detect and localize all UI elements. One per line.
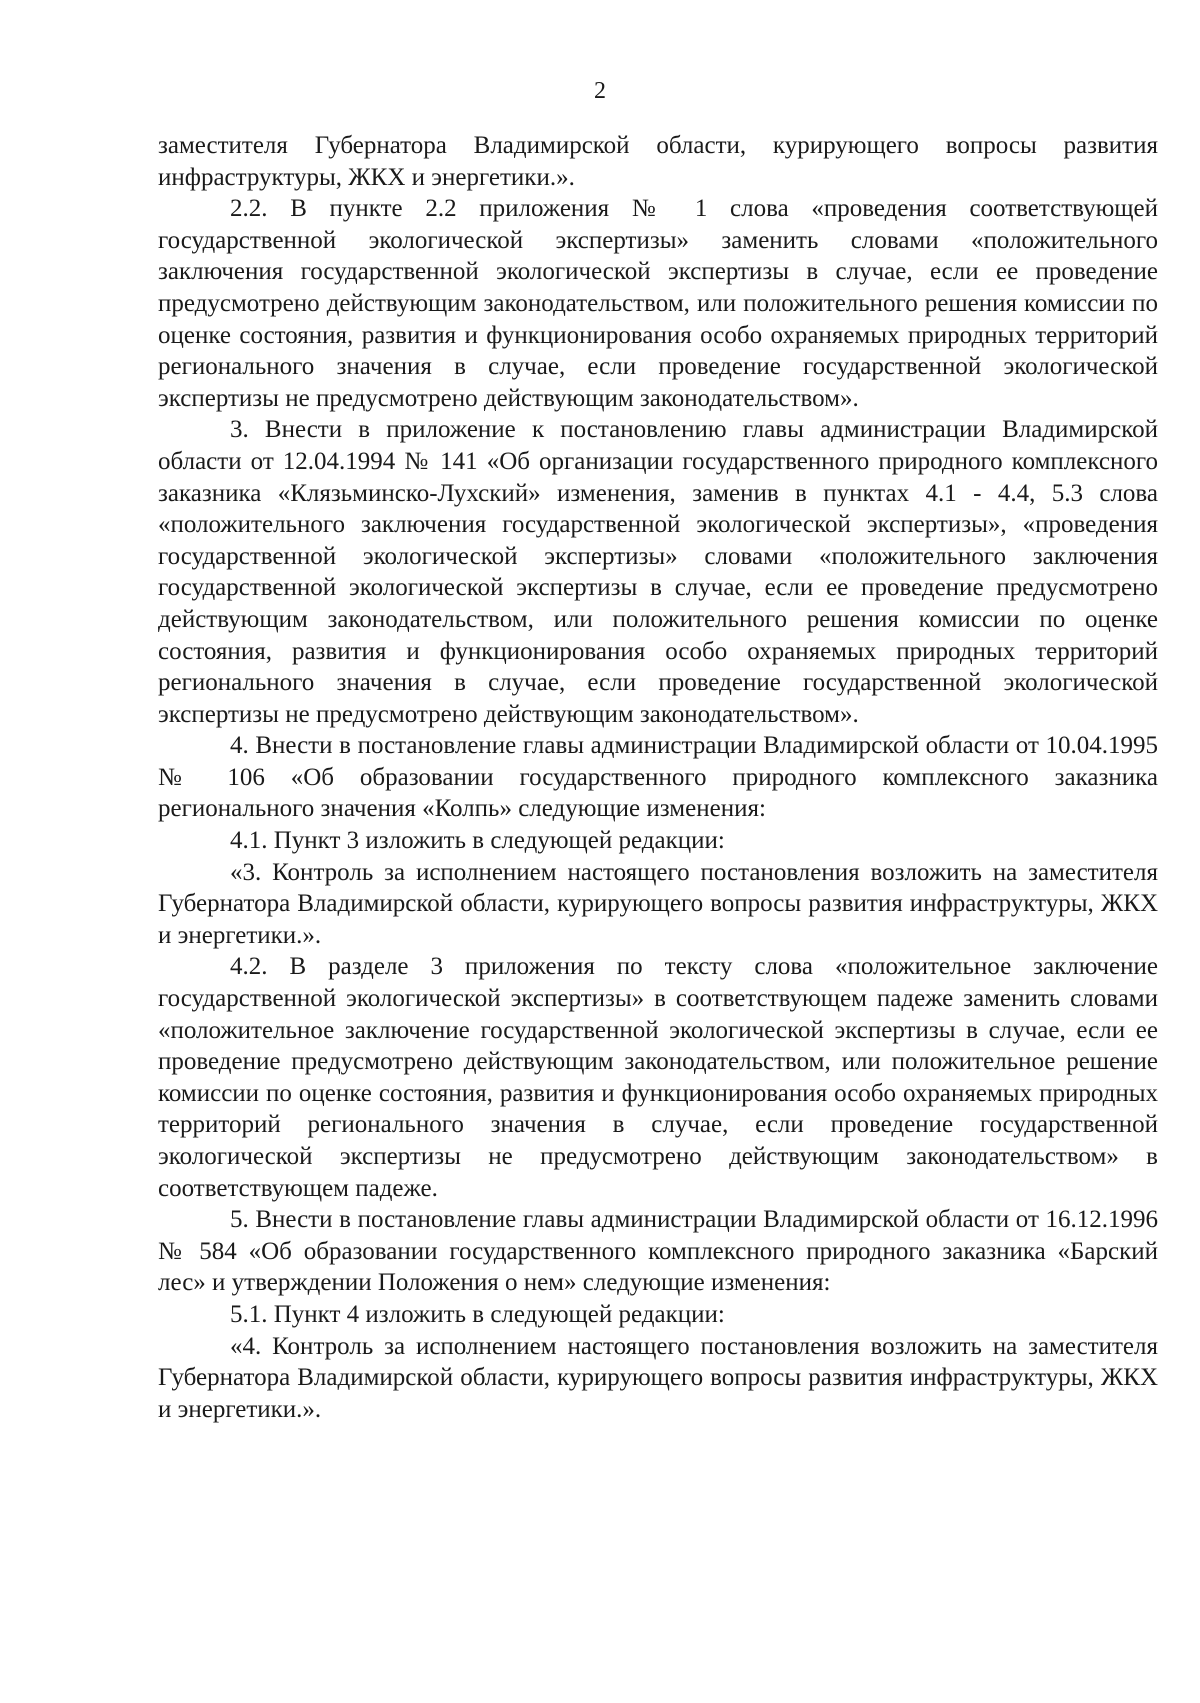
paragraph: 3. Внести в приложение к постановлению главы администрации Владимирской области от 12.04.1994 № 141 «Об организации государственного природного комплексного заказника «Клязьминско-Лухский» изменения, заменив в пунктах 4.1 - 4.4, 5.3 слова «положительного заключения государственной экологической экспертизы», «проведения государственной экологической экспертизы» словами «положительного заключения государственной экологической экспертизы в случае, если ее проведение предусмотрено действующим законодательством, или положительного решения комиссии по оценке состояния, развития и функционирования особо охраняемых природных территорий регионального значения в случае, если проведение государственной экологической экспертизы не предусмотрено действующим законодательством».: [158, 416, 1158, 728]
paragraph: 5.1. Пункт 4 изложить в следующей редакции:: [230, 1300, 725, 1328]
paragraph: 4.1. Пункт 3 изложить в следующей редакции:: [230, 827, 725, 855]
paragraph: 4.2. В разделе 3 приложения по тексту слова «положительное заключение государственной экологической экспертизы» в соответствующем падеже заменить словами «положительное заключение государственной экологической экспертизы в случае, если ее проведение предусмотрено действующим законодательством, или положительное решение комиссии по оценке состояния, развития и функционирования особо охраняемых природных территорий регионального значения в случае, если проведение государственной экологической экспертизы не предусмотрено действующим законодательством» в соответствующем падеже.: [158, 953, 1158, 1202]
paragraph: 2.2. В пункте 2.2 приложения № 1 слова «проведения соответствующей государственной экологической экспертизы» заменить словами «положительного заключения государственной экологической экспертизы в случае, если ее проведение предусмотрено действующим законодательством, или положительного решения комиссии по оценке состояния, развития и функционирования особо охраняемых природных территорий регионального значения в случае, если проведение государственной экологической экспертизы не предусмотрено действующим законодательством».: [158, 195, 1158, 412]
paragraph: «3. Контроль за исполнением настоящего постановления возложить на заместителя Губернатора Владимирской области, курирующего вопросы развития инфраструктуры, ЖКХ и энергетики.».: [158, 858, 1158, 949]
document-body: [158, 130, 1158, 1425]
paragraph: «4. Контроль за исполнением настоящего постановления возложить на заместителя Губернатора Владимирской области, курирующего вопросы развития инфраструктуры, ЖКХ и энергетики.».: [158, 1332, 1158, 1423]
paragraph: заместителя Губернатора Владимирской области, курирующего вопросы развития инфраструктуры, ЖКХ и энергетики.».: [158, 132, 1158, 191]
paragraph: 4. Внести в постановление главы администрации Владимирской области от 10.04.1995 № 106 «Об образовании государственного природного комплексного заказника регионального значения «Колпь» следующие изменения:: [158, 732, 1158, 823]
page-number: 2: [594, 78, 606, 104]
paragraph: 5. Внести в постановление главы администрации Владимирской области от 16.12.1996 № 584 «Об образовании государственного комплексного природного заказника «Барский лес» и утверждении Положения о нем» следующие изменения:: [158, 1206, 1158, 1297]
